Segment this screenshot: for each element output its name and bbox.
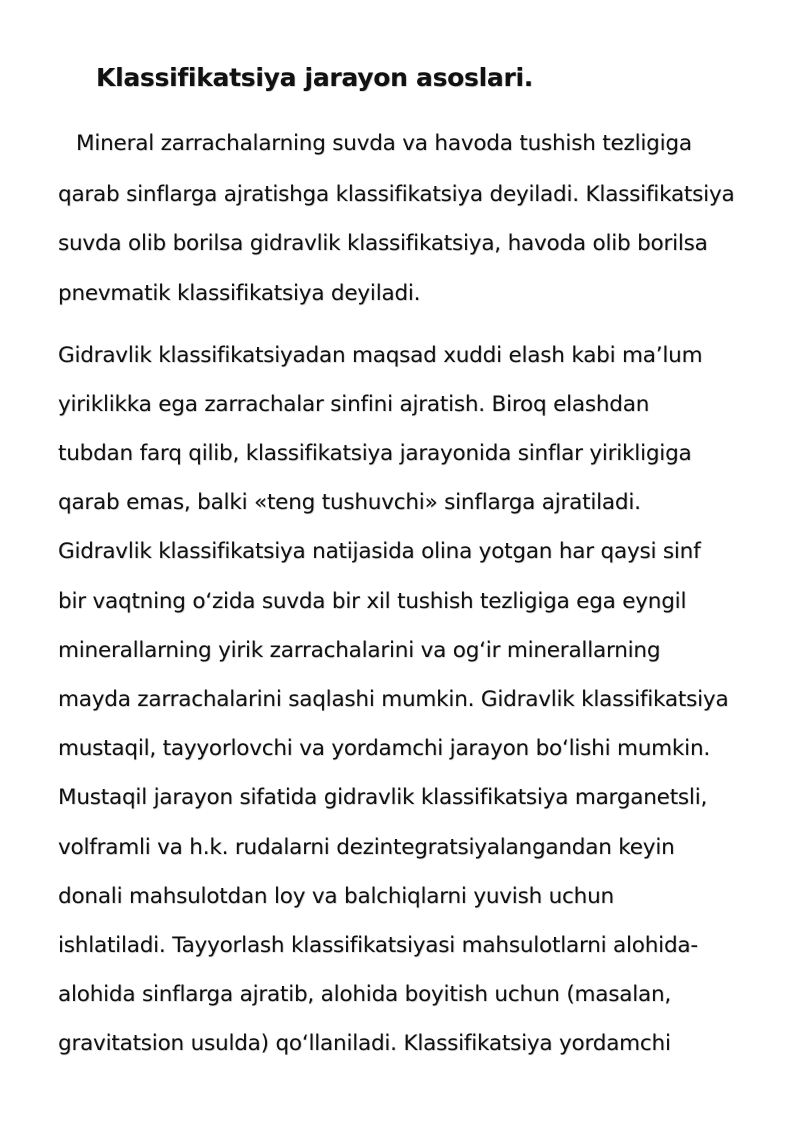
paragraph-1-line: qarab sinflarga ajratishga klassifikatsiya deyiladi. Klassifikatsiya	[58, 182, 735, 207]
paragraph-2-line: alohida sinflarga ajratib, alohida boyitish uchun (masalan,	[58, 982, 672, 1007]
paragraph-2-line: yiriklikka ega zarrachalar sinfini ajratish. Biroq elashdan	[58, 392, 650, 417]
paragraph-2-line: mustaqil, tayyorlovchi va yordamchi jarayon bo‘lishi mumkin.	[58, 736, 711, 761]
paragraph-1-line: suvda olib borilsa gidravlik klassifikatsiya, havoda olib borilsa	[58, 231, 708, 256]
document-title: Klassifikatsiya jarayon asoslari.	[96, 63, 533, 92]
paragraph-2-line: ishlatiladi. Tayyorlash klassifikatsiyasi mahsulotlarni alohida-	[58, 933, 698, 958]
paragraph-2-line: Gidravlik klassifikatsiyadan maqsad xuddi elash kabi ma’lum	[58, 343, 703, 368]
paragraph-2-line: volframli va h.k. rudalarni dezintegratsiyalangandan keyin	[58, 835, 675, 860]
paragraph-2-line: tubdan farq qilib, klassifikatsiya jarayonida sinflar yirikligiga	[58, 441, 692, 466]
paragraph-2-line: mayda zarrachalarini saqlashi mumkin. Gidravlik klassifikatsiya	[58, 687, 729, 712]
paragraph-2-line: Gidravlik klassifikatsiya natijasida olina yotgan har qaysi sinf	[58, 539, 701, 564]
paragraph-2-line: qarab emas, balki «teng tushuvchi» sinflarga ajratiladi.	[58, 490, 641, 515]
paragraph-2-line: bir vaqtning o‘zida suvda bir xil tushish tezligiga ega eyngil	[58, 589, 687, 614]
paragraph-2-line: gravitatsion usulda) qo‘llaniladi. Klassifikatsiya yordamchi	[58, 1031, 671, 1056]
paragraph-2-line: minerallarning yirik zarrachalarini va og‘ir minerallarning	[58, 638, 661, 663]
paragraph-2-line: Mustaqil jarayon sifatida gidravlik klassifikatsiya marganetsli,	[58, 785, 708, 810]
paragraph-2-line: donali mahsulotdan loy va balchiqlarni yuvish uchun	[58, 884, 614, 909]
paragraph-1-line: Mineral zarrachalarning suvda va havoda tushish tezligiga	[76, 131, 692, 156]
paragraph-1-line: pnevmatik klassifikatsiya deyiladi.	[58, 281, 421, 306]
